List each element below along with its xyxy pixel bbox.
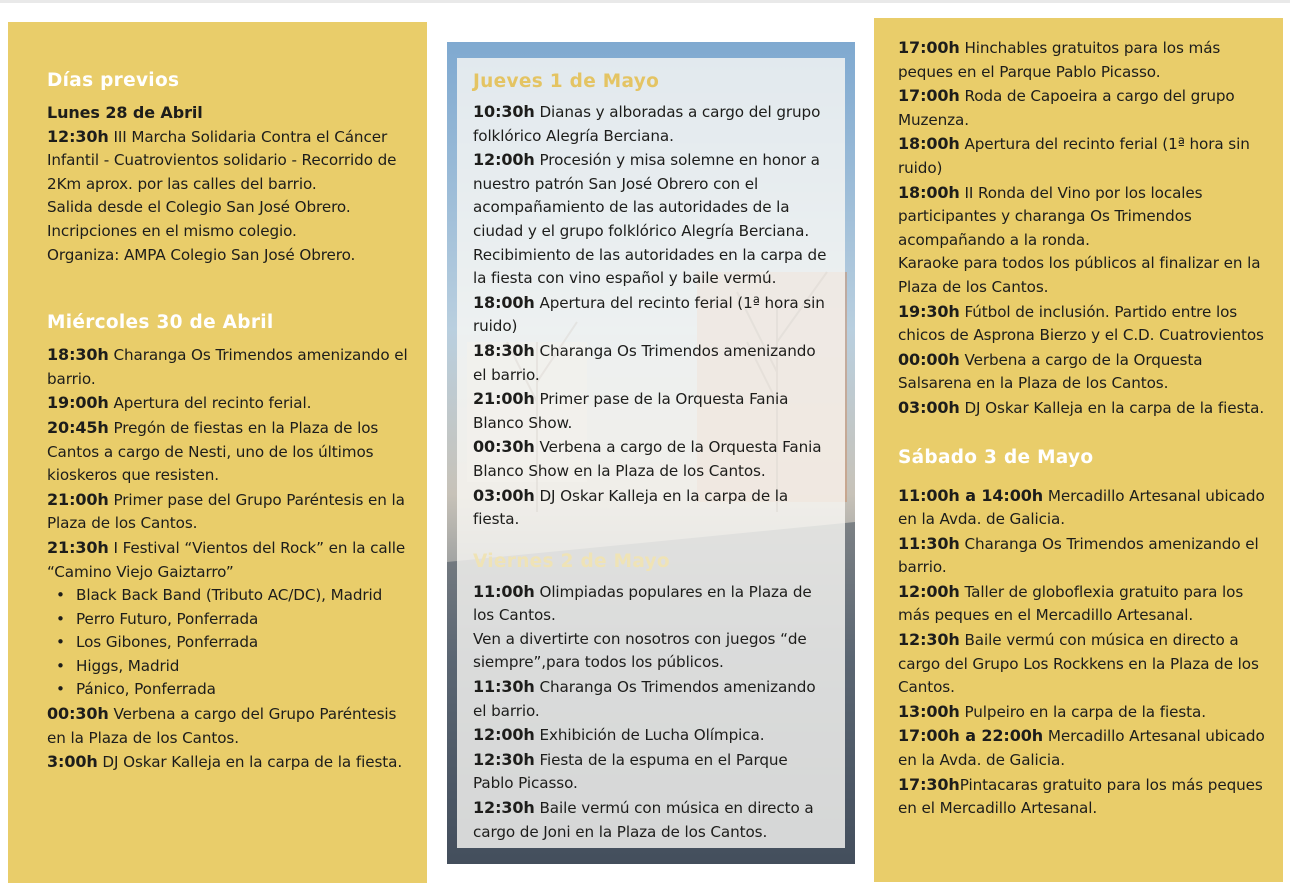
- schedule-entry: [47, 125, 413, 197]
- schedule-list: [473, 675, 831, 844]
- schedule-entry: [473, 484, 831, 532]
- schedule-entry: [898, 580, 1273, 628]
- entry-description: III Marcha Solidaria Contra el Cáncer Infantil - Cuatrovientos solidario - Recorrido de 2Km aprox. por las calles del barrio.: [47, 127, 397, 193]
- schedule-list: [898, 300, 1273, 421]
- entry-time: 12:00h: [473, 150, 535, 170]
- bullet: •: [56, 656, 65, 675]
- schedule-list: [47, 702, 413, 775]
- bullet: •: [56, 586, 65, 605]
- entry-time: 17:00h: [898, 86, 960, 106]
- entry-description: Verbena a cargo de la Orquesta Fania Blanco Show en la Plaza de los Cantos.: [473, 438, 822, 480]
- entry-description: Charanga Os Trimendos amenizando el barrio.: [898, 534, 1259, 577]
- day-subheading: Lunes 28 de Abril: [47, 103, 203, 122]
- entry-time: 17:00h: [898, 38, 960, 57]
- entry-description: Apertura del recinto ferial (1ª hora sin ruido): [473, 293, 825, 336]
- entry-description: Pulpeiro en la carpa de la fiesta.: [959, 702, 1206, 721]
- band-name: Higgs, Madrid: [76, 656, 180, 675]
- entry-description: Primer pase del Grupo Paréntesis en la Plaza de los Cantos.: [47, 490, 405, 533]
- left-panel: [8, 22, 427, 883]
- entry-description: Fiesta de la espuma en el Parque Pablo Picasso.: [473, 750, 788, 793]
- schedule-entry: [47, 536, 413, 584]
- entry-description: DJ Oskar Kalleja en la carpa de la fiesta.: [97, 753, 403, 772]
- section-heading-viernes: Viernes 2 de Mayo: [473, 550, 670, 572]
- schedule-entry: [473, 796, 831, 844]
- entry-time: 17:00h a 22:00h: [898, 726, 1044, 746]
- entry-time: 03:00h: [473, 485, 535, 505]
- entry-time: 12:00h: [473, 725, 535, 745]
- entry-time: 11:00h: [473, 581, 535, 601]
- schedule-entry: [473, 748, 831, 796]
- section-heading-dias-previos: Días previos: [47, 70, 180, 91]
- schedule-entry: [898, 628, 1273, 700]
- band-name: Perro Futuro, Ponferrada: [76, 609, 259, 628]
- schedule-entry: [473, 291, 831, 339]
- entry-description: Fútbol de inclusión. Partido entre los chicos de Asprona Bierzo y el C.D. Cuatrovientos: [898, 302, 1264, 345]
- entry-time: 11:00h a 14:00h: [898, 485, 1044, 505]
- entry-description: Verbena a cargo del Grupo Paréntesis en la Plaza de los Cantos.: [47, 705, 397, 747]
- schedule-entry: [898, 181, 1273, 253]
- schedule-entry: [898, 84, 1273, 132]
- entry-description: Olimpiadas populares en la Plaza de los Cantos.: [473, 582, 812, 625]
- section-heading-sabado: Sábado 3 de Mayo: [898, 446, 1094, 468]
- entry-description: Baile vermú con música en directo a cargo del Grupo Los Rockkens en la Plaza de los Cantos.: [898, 631, 1259, 697]
- entry-description: Pintacaras gratuito para los más peques en el Mercadillo Artesanal.: [898, 775, 1263, 818]
- band-list: [47, 584, 413, 702]
- entry-time: 12:30h: [473, 798, 535, 818]
- info-line: Organiza: AMPA Colegio San José Obrero.: [47, 245, 356, 264]
- entry-time: 00:30h: [473, 437, 535, 457]
- section-heading-jueves: Jueves 1 de Mayo: [473, 71, 660, 92]
- band-item: [56, 655, 413, 679]
- entry-time: 18:00h: [473, 292, 535, 312]
- entry-time: 12:30h: [47, 126, 109, 146]
- band-item: [56, 678, 413, 702]
- entry-time: 17:30h: [898, 774, 960, 794]
- entry-description: Roda de Capoeira a cargo del grupo Muzenza.: [898, 87, 1235, 129]
- schedule-entry: [473, 675, 831, 723]
- entry-description: Pregón de fiestas en la Plaza de los Cantos a cargo de Nesti, uno de los últimos kioskeros que resisten.: [47, 418, 379, 485]
- schedule-list: [473, 100, 831, 532]
- entry-description: DJ Oskar Kalleja en la carpa de la fiesta.: [473, 486, 789, 529]
- entry-description: Taller de globoflexia gratuito para los más peques en el Mercadillo Artesanal.: [898, 582, 1244, 625]
- band-name: Los Gibones, Ponferrada: [76, 633, 259, 652]
- schedule-list: [898, 484, 1273, 821]
- band-item: [56, 608, 413, 632]
- schedule-entry: [898, 300, 1273, 348]
- entry-time: 19:30h: [898, 301, 960, 321]
- schedule-list: [473, 580, 831, 628]
- schedule-entry: [473, 339, 831, 387]
- schedule-entry: [898, 532, 1273, 580]
- schedule-entry: [898, 348, 1273, 396]
- schedule-entry: [898, 484, 1273, 532]
- section-heading-miercoles: Miércoles 30 de Abril: [47, 312, 274, 334]
- schedule-entry: [47, 391, 413, 416]
- schedule-entry: [473, 387, 831, 435]
- entry-time: 21:30h: [47, 537, 109, 557]
- entry-description: Verbena a cargo de la Orquesta Salsarena en la Plaza de los Cantos.: [898, 350, 1203, 393]
- schedule-entry: [473, 100, 831, 148]
- info-lines: [47, 196, 413, 267]
- schedule-entry: [473, 148, 831, 291]
- entry-description: Charanga Os Trimendos amenizando el barrio.: [473, 341, 816, 384]
- schedule-entry: [473, 435, 831, 483]
- entry-description: I Festival “Vientos del Rock” en la calle “Camino Viejo Gaiztarro”: [47, 538, 406, 581]
- band-name: Black Back Band (Tributo AC/DC), Madrid: [76, 586, 383, 605]
- entry-time: 12:30h: [473, 749, 535, 769]
- info-line: Salida desde el Colegio San José Obrero.: [47, 198, 351, 217]
- info-line: Incripciones en el mismo colegio.: [47, 221, 297, 240]
- schedule-entry: [47, 488, 413, 536]
- band-item: [56, 584, 413, 608]
- schedule-entry: [898, 700, 1273, 725]
- schedule-entry: [47, 702, 413, 750]
- entry-description: Exhibición de Lucha Olímpica.: [534, 726, 765, 745]
- schedule-list: [898, 36, 1273, 252]
- band-name: Pánico, Ponferrada: [76, 680, 216, 699]
- schedule-entry: [898, 773, 1273, 821]
- middle-panel: [457, 58, 845, 848]
- schedule-entry: [47, 343, 413, 391]
- entry-time: 00:00h: [898, 349, 960, 369]
- bullet: •: [56, 633, 65, 652]
- right-panel: [874, 18, 1283, 882]
- entry-description: Apertura del recinto ferial (1ª hora sin ruido): [898, 135, 1250, 177]
- entry-description: Charanga Os Trimendos amenizando el barrio.: [473, 678, 816, 720]
- schedule-entry: [898, 396, 1273, 421]
- schedule-list: [47, 343, 413, 584]
- info-line: Ven a divertirte con nosotros con juegos “de siempre”,para todos los públicos.: [473, 629, 807, 672]
- schedule-list: [47, 125, 413, 197]
- entry-description: Mercadillo Artesanal ubicado en la Avda. de Galicia.: [898, 727, 1265, 770]
- entry-time: 11:30h: [898, 533, 960, 553]
- entry-time: 18:30h: [473, 340, 535, 360]
- schedule-entry: [473, 723, 831, 748]
- entry-description: II Ronda del Vino por los locales participantes y charanga Os Trimendos acompañando a la ronda.: [898, 183, 1203, 249]
- entry-time: 3:00h: [47, 752, 98, 772]
- entry-description: Dianas y alboradas a cargo del grupo folklórico Alegría Berciana.: [473, 103, 821, 145]
- entry-description: Procesión y misa solemne en honor a nuestro patrón San José Obrero con el acompañamiento de las autoridades de la ciudad y el grupo folklórico Alegría Berciana. Recibimiento de las autoridades en la carpa de la fiesta con vino español y baile vermú.: [473, 151, 827, 288]
- entry-description: Hinchables gratuitos para los más peques en el Parque Pablo Picasso.: [898, 39, 1221, 81]
- entry-time: 18:30h: [47, 345, 109, 365]
- entry-time: 21:00h: [47, 489, 109, 509]
- info-line: Karaoke para todos los públicos al finalizar en la Plaza de los Cantos.: [898, 254, 1261, 296]
- entry-time: 11:30h: [473, 677, 535, 697]
- schedule-entry: [47, 750, 413, 775]
- schedule-entry: [47, 416, 413, 488]
- entry-time: 13:00h: [898, 701, 960, 721]
- entry-time: 03:00h: [898, 397, 960, 417]
- entry-time: 12:30h: [898, 630, 960, 650]
- bullet: •: [56, 680, 65, 699]
- entry-description: Primer pase de la Orquesta Fania Blanco Show.: [473, 390, 789, 432]
- entry-time: 12:00h: [898, 581, 960, 601]
- entry-description: Baile vermú con música en directo a cargo de Joni en la Plaza de los Cantos.: [473, 799, 814, 841]
- bullet: •: [56, 609, 65, 628]
- entry-time: 21:00h: [473, 389, 535, 409]
- entry-description: Apertura del recinto ferial.: [108, 394, 312, 413]
- entry-time: 10:30h: [473, 102, 535, 121]
- band-item: [56, 631, 413, 655]
- entry-description: Charanga Os Trimendos amenizando el barrio.: [47, 346, 408, 388]
- entry-time: 18:00h: [898, 134, 960, 154]
- schedule-entry: [473, 580, 831, 628]
- entry-time: 19:00h: [47, 393, 109, 413]
- top-border: [0, 0, 1290, 3]
- entry-time: 20:45h: [47, 417, 109, 437]
- schedule-entry: [898, 724, 1273, 772]
- entry-description: DJ Oskar Kalleja en la carpa de la fiesta.: [959, 398, 1265, 417]
- schedule-entry: [898, 36, 1273, 84]
- schedule-entry: [898, 132, 1273, 180]
- entry-time: 00:30h: [47, 704, 109, 724]
- entry-time: 18:00h: [898, 182, 960, 202]
- entry-description: Mercadillo Artesanal ubicado en la Avda. de Galicia.: [898, 486, 1265, 529]
